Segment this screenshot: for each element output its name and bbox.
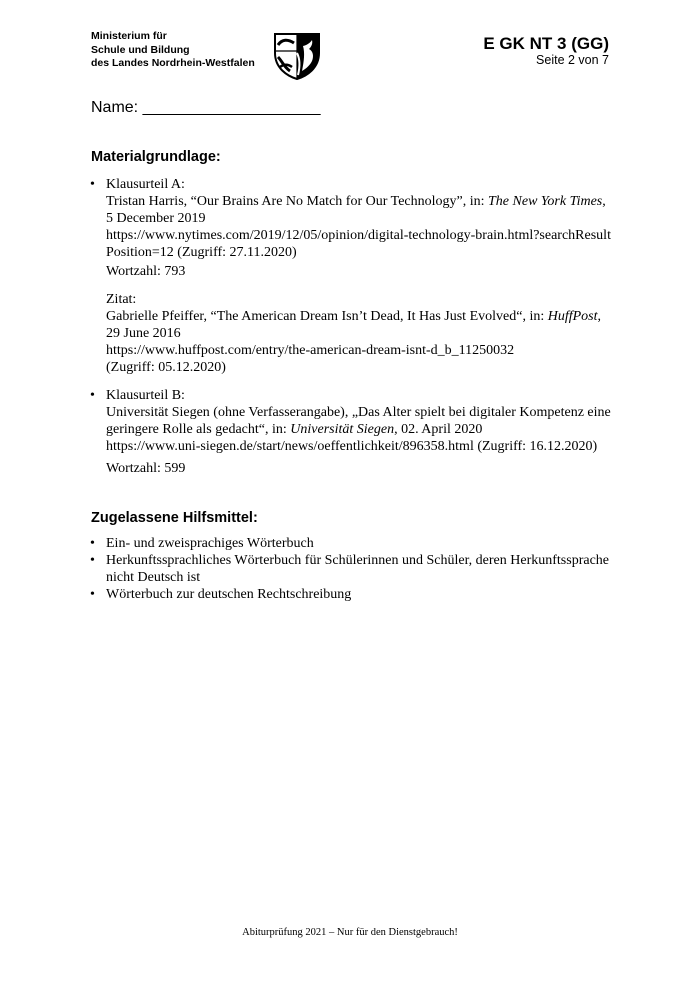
quote-label: Zitat:	[106, 292, 137, 307]
quote-source: HuffPost	[547, 309, 598, 324]
citation-source: Universität Siegen	[290, 422, 395, 437]
quote-date: 29 June 2016	[106, 326, 181, 341]
bullet-icon: •	[90, 177, 95, 192]
ministry-line-1: Ministerium für	[91, 30, 167, 42]
nrw-coat-of-arms-icon	[272, 31, 322, 81]
material-a-label: Klausurteil A:	[106, 177, 185, 192]
bullet-icon: •	[90, 553, 95, 568]
material-a-date: 5 December 2019	[106, 211, 206, 226]
ministry-line-3: des Landes Nordrhein-Westfalen	[91, 57, 255, 69]
material-a	[106, 176, 626, 261]
citation-source: The New York Times	[488, 194, 603, 209]
ministry-name	[91, 30, 255, 71]
aid-item-2-line-2: nicht Deutsch ist	[106, 570, 201, 585]
ministry-line-2: Schule und Bildung	[91, 43, 190, 56]
material-b-citation-1: Universität Siegen (ohne Verfasserangabe), „Das Alter spielt bei digitaler Kompetenz eine	[106, 405, 611, 420]
material-a-wordcount: Wortzahl: 793	[106, 264, 186, 279]
aids-heading: Zugelassene Hilfsmittel:	[91, 510, 258, 526]
aid-item-2-line-1: Herkunftssprachliches Wörterbuch für Schülerinnen und Schüler, deren Herkunftssprache	[106, 553, 610, 568]
materials-heading: Materialgrundlage:	[91, 149, 221, 165]
citation-text: geringere Rolle als gedacht“, in:	[106, 422, 291, 437]
material-b	[106, 387, 626, 455]
material-b-url: https://www.uni-siegen.de/start/news/oeffentlichkeit/896358.html (Zugriff: 16.12.2020)	[106, 439, 598, 454]
quote-citation	[106, 308, 626, 325]
material-a-citation	[106, 193, 626, 210]
exam-code: E GK NT 3 (GG)	[483, 34, 609, 53]
quote-access: (Zugriff: 05.12.2020)	[106, 360, 226, 375]
quote-url: https://www.huffpost.com/entry/the-american-dream-isnt-d_b_11250032	[106, 343, 515, 358]
bullet-icon: •	[90, 587, 95, 602]
aid-item-1: Ein- und zweisprachiges Wörterbuch	[106, 536, 314, 551]
footer-note: Abiturprüfung 2021 – Nur für den Dienstgebrauch!	[242, 927, 458, 938]
quote-text: Gabrielle Pfeiffer, “The American Dream Isn’t Dead, It Has Just Evolved“, in:	[106, 309, 548, 324]
citation-text: Tristan Harris, “Our Brains Are No Match for Our Technology”, in:	[106, 194, 489, 209]
material-a-url: https://www.nytimes.com/2019/12/05/opinion/digital-technology-brain.html?searchResult	[106, 228, 611, 243]
material-b-label: Klausurteil B:	[106, 388, 185, 403]
name-field: Name: ____________________	[91, 99, 321, 116]
aid-item-3: Wörterbuch zur deutschen Rechtschreibung	[106, 587, 352, 602]
material-b-wordcount: Wortzahl: 599	[106, 461, 186, 476]
citation-date: , 02. April 2020	[394, 422, 483, 437]
bullet-icon: •	[90, 536, 95, 551]
quote-punct: ,	[597, 309, 601, 324]
material-a-access: Position=12 (Zugriff: 27.11.2020)	[106, 245, 297, 260]
aid-item-2	[106, 552, 626, 586]
quote-block	[106, 291, 626, 376]
citation-punct: ,	[602, 194, 606, 209]
material-b-citation-2	[106, 421, 626, 438]
bullet-icon: •	[90, 388, 95, 403]
page-number: Seite 2 von 7	[536, 53, 609, 67]
